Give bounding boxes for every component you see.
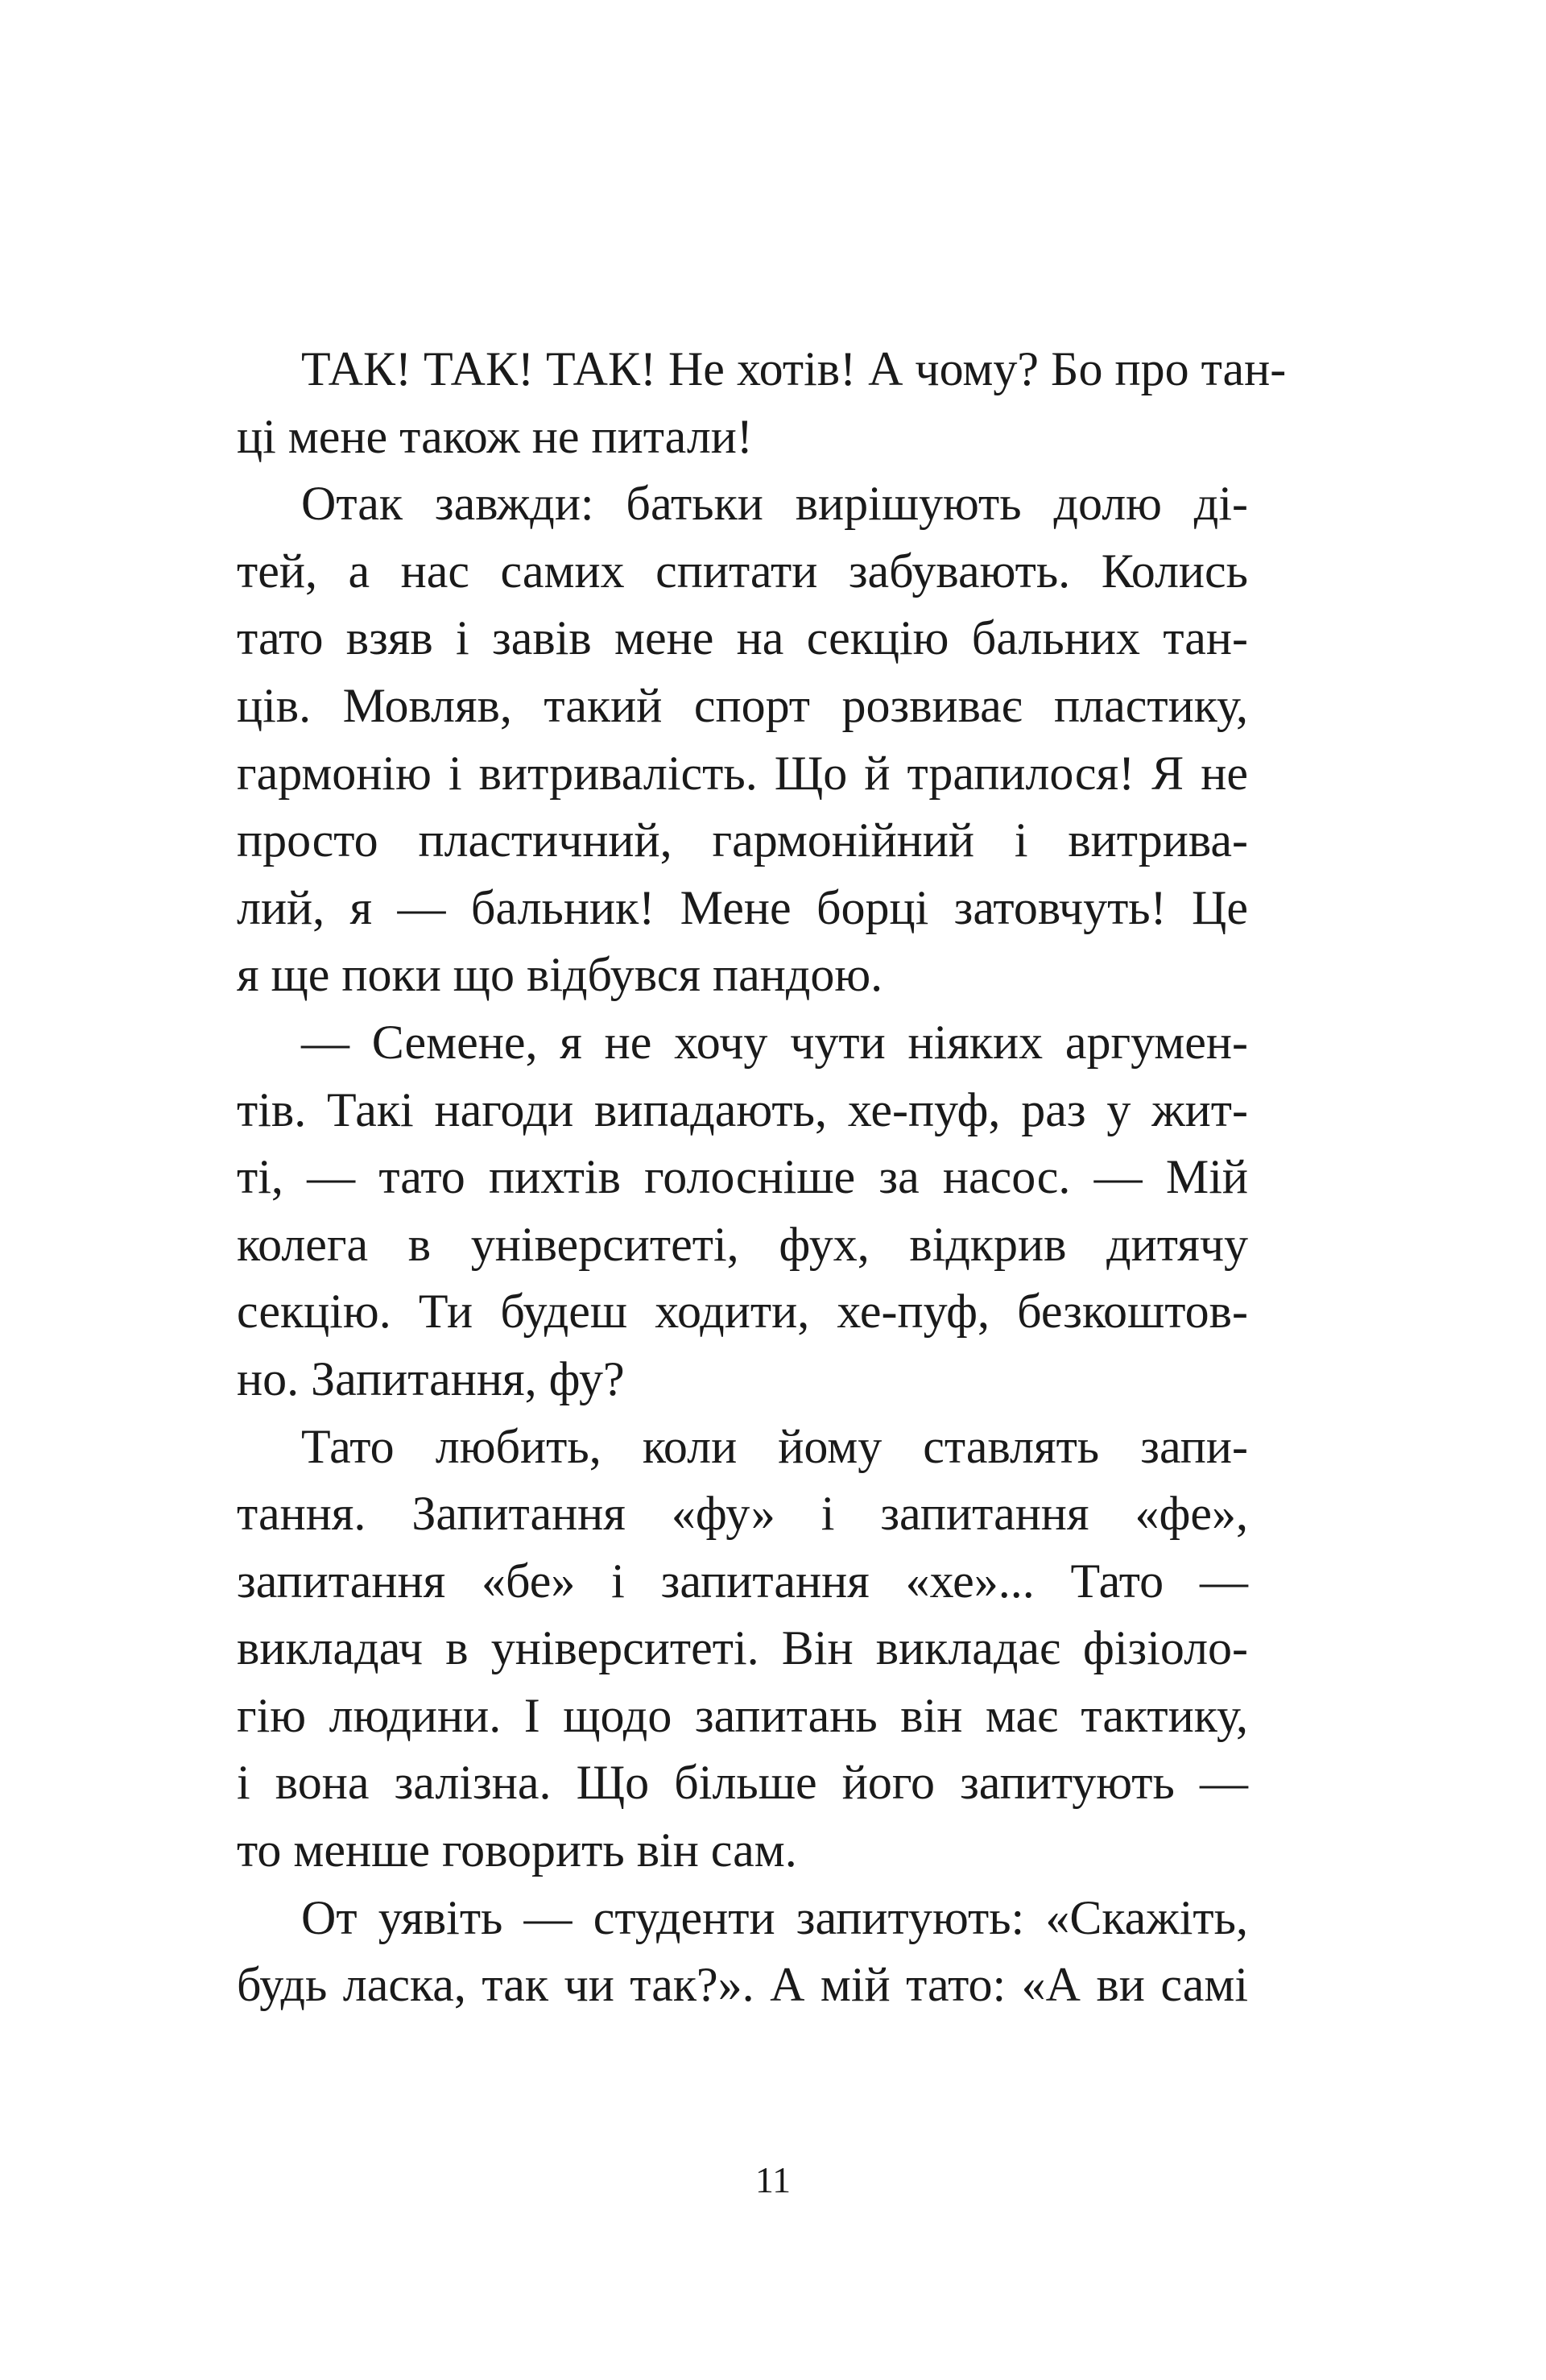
text-line: і вона залізна. Що більше його запитують — xyxy=(237,1756,1248,1810)
text-line: будь ласка, так чи так?». А мій тато: «А ви самі xyxy=(237,1958,1248,2012)
page-body-text xyxy=(237,336,1287,2019)
text-line: ців. Мовляв, такий спорт розвиває пластику, xyxy=(237,678,1248,732)
text-line: просто пластичний, гармонійний і витрива- xyxy=(237,813,1248,867)
page-number: 11 xyxy=(754,2159,792,2200)
text-line: викладач в університеті. Він викладає фізіоло- xyxy=(237,1621,1248,1675)
text-line: гармонію і витривалість. Що й трапилося! Я не xyxy=(237,746,1248,800)
text-line: колега в університеті, фух, відкрив дитячу xyxy=(237,1217,1248,1271)
text-line: запитання «бе» і запитання «хе»... Тато — xyxy=(237,1554,1248,1608)
text-line: секцію. Ти будеш ходити, хе-пуф, безкоштов- xyxy=(237,1285,1248,1339)
text-line: тання. Запитання «фу» і запитання «фе», xyxy=(237,1487,1248,1541)
text-line: тато взяв і завів мене на секцію бальних тан- xyxy=(237,611,1248,665)
text-line: Тато любить, коли йому ставлять запи- xyxy=(301,1419,1248,1473)
text-line: ТАК! ТАК! ТАК! Не хотів! А чому? Бо про тан- xyxy=(301,342,1287,395)
text-line: гію людини. І щодо запитань він має тактику, xyxy=(237,1688,1248,1742)
text-line: Отак завжди: батьки вирішують долю ді- xyxy=(301,477,1248,531)
text-line: то менше говорить він сам. xyxy=(237,1823,797,1877)
text-line: я ще поки що відбувся пандою. xyxy=(237,948,883,1002)
text-line: — Семене, я не хочу чути ніяких аргумен- xyxy=(301,1015,1248,1069)
text-line: лий, я — бальник! Мене борці затовчуть! Це xyxy=(237,880,1248,934)
text-line: От уявіть — студенти запитують: «Скажіть, xyxy=(301,1890,1248,1944)
text-line: ті, — тато пихтів голосніше за насос. — Мій xyxy=(237,1150,1248,1204)
text-line: тей, а нас самих спитати забувають. Колись xyxy=(237,544,1248,598)
text-line: но. Запитання, фу? xyxy=(237,1351,625,1405)
text-line: ці мене також не питали! xyxy=(237,409,753,463)
text-line: тів. Такі нагоди випадають, хе-пуф, раз у жит- xyxy=(237,1082,1248,1136)
